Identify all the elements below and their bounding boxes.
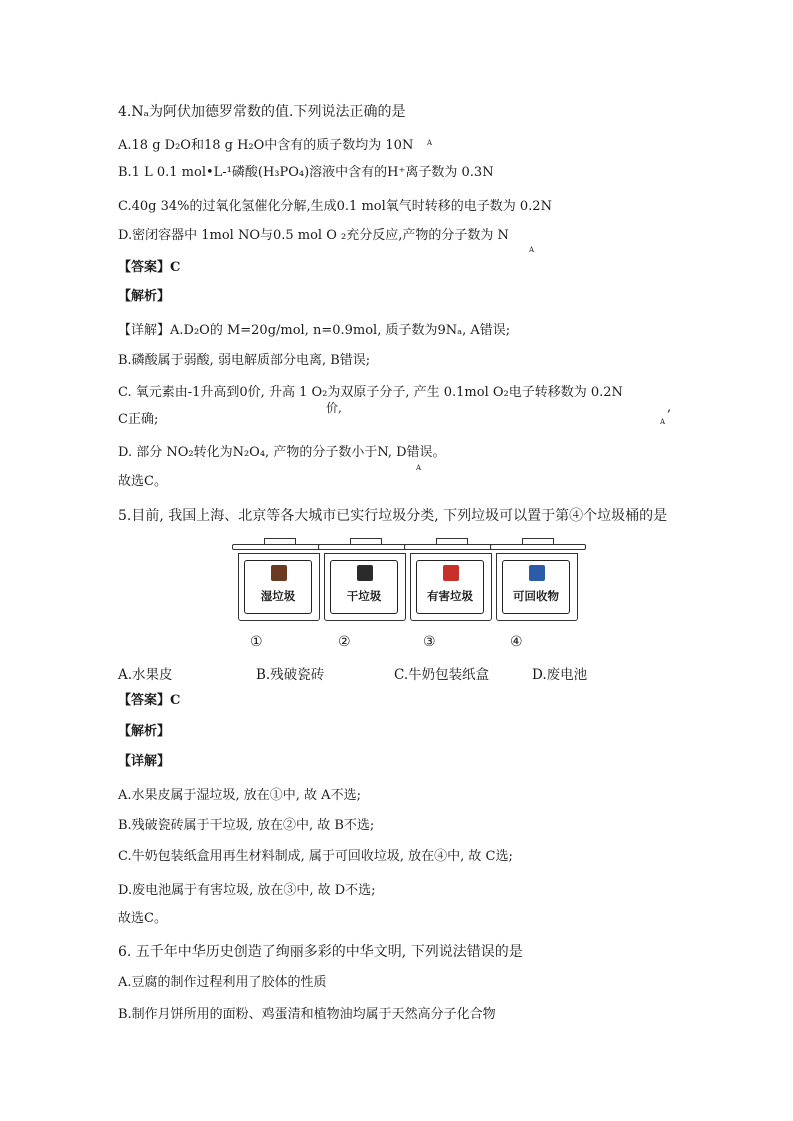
q4-detail-c-subscript: A [660,418,666,426]
bin-recyclable [496,538,578,620]
q5-detail-a: A.水果皮属于湿垃圾, 放在①中, 故 A不选; [118,788,361,803]
bin-dry-garbage [324,538,406,620]
q5-detail-b: B.残破瓷砖属于干垃圾, 放在②中, 故 B不选; [118,818,375,833]
q4-detail-c-valence: 价, [326,401,342,415]
q4-option-a: A.18 g D₂O和18 g H₂O中含有的质子数均为 10N [118,138,414,153]
q4-detail-b: B.磷酸属于弱酸, 弱电解质部分电离, B错误; [118,353,371,368]
q5-detail-c: C.牛奶包装纸盒用再生材料制成, 属于可回收垃圾, 放在④中, 故 C选; [118,849,513,864]
dry-garbage-icon [357,565,373,581]
q6-option-a: A.豆腐的制作过程利用了胶体的性质 [118,975,327,990]
q5-detail-heading: 【详解】 [118,754,171,769]
q4-answer: 【答案】C [118,260,181,275]
bin-label: 湿垃圾 [260,589,296,603]
bin-number-4: ④ [510,634,523,650]
bin-number-1: ① [250,634,263,650]
q4-detail-c: C. 氧元素由-1升高到0价, 升高 1 O₂为双原子分子, 产生 0.1mol O₂电子转移数为 0.2N [118,385,623,400]
q5-conclusion: 故选C。 [118,911,167,926]
q4-option-c: C.40g 34%的过氧化氢催化分解,生成0.1 mol氧气时转移的电子数为 0.2N [118,199,552,214]
q4-option-d-subscript: A [529,246,535,254]
hazardous-garbage-icon [443,565,459,581]
q5-option-d: D.废电池 [532,667,588,683]
q4-conclusion: 故选C。 [118,474,167,489]
q4-stem: 4.Nₐ为阿伏加德罗常数的值.下列说法正确的是 [118,104,406,120]
bin-label: 干垃圾 [346,589,382,603]
q5-detail-d: D.废电池属于有害垃圾, 放在③中, 故 D不选; [118,883,376,898]
recycle-icon [529,565,545,581]
q4-detail-c-conclusion: C正确; [118,412,159,427]
wet-garbage-icon [271,565,287,581]
bin-label: 有害垃圾 [427,589,473,603]
q6-option-b: B.制作月饼所用的面粉、鸡蛋清和植物油均属于天然高分子化合物 [118,1007,496,1022]
q5-option-b: B.残破瓷砖 [256,667,325,683]
q5-option-a: A.水果皮 [118,667,173,683]
q4-option-b: B.1 L 0.1 mol•L-¹磷酸(H₃PO₄)溶液中含有的H⁺离子数为 0.3N [118,165,494,180]
q4-detail-d: D. 部分 NO₂转化为N₂O₄, 产物的分子数小于N, D错误。 [118,445,446,460]
q4-analysis-heading: 【解析】 [118,289,171,304]
q4-detail-c-comma: , [667,400,672,415]
bin-label: 可回收物 [513,589,559,603]
q5-stem: 5.目前, 我国上海、北京等各大城市已实行垃圾分类, 下列垃圾可以置于第④个垃圾桶的是 [118,508,668,524]
bin-hazardous-garbage [410,538,492,620]
q5-answer: 【答案】C [118,693,181,708]
bin-wet-garbage [238,538,320,620]
q5-option-c: C.牛奶包装纸盒 [394,667,490,683]
q6-stem: 6. 五千年中华历史创造了绚丽多彩的中华文明, 下列说法错误的是 [118,944,523,960]
q4-option-a-subscript: A [427,139,433,147]
bin-number-3: ③ [423,634,436,650]
bin-number-2: ② [338,634,351,650]
q4-option-d: D.密闭容器中 1mol NO与0.5 mol O ₂充分反应,产物的分子数为 N [118,228,509,243]
q4-detail-a: 【详解】A.D₂O的 M=20g/mol, n=0.9mol, 质子数为9Nₐ, A错误; [118,323,511,338]
q4-detail-d-subscript: A [416,464,422,472]
q5-analysis-heading: 【解析】 [118,724,171,739]
